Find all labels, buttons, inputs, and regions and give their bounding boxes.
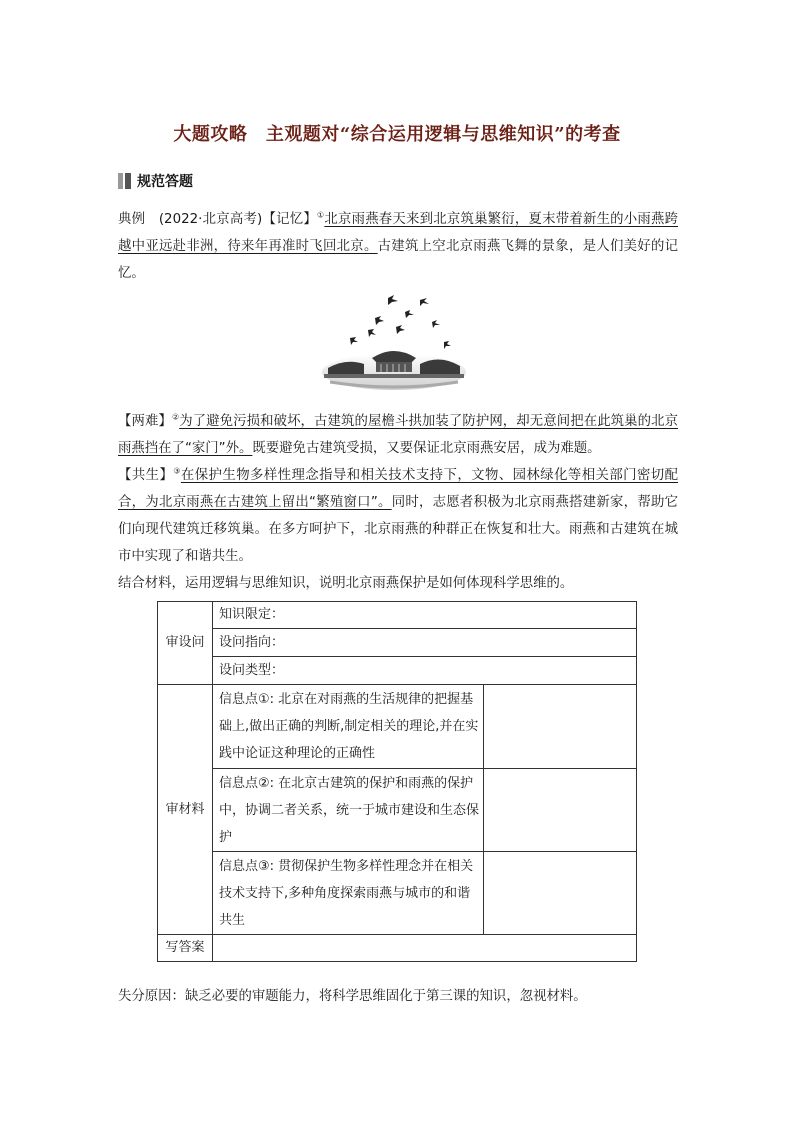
material-2-underlined: 为了避免污损和破坏，古建筑的屋檐斗拱加装了防护网，却无意间把在此筑巢的北京雨燕挡在了“家门”外。 bbox=[118, 414, 679, 456]
table-row bbox=[158, 852, 637, 935]
table-row bbox=[158, 657, 637, 685]
table-row bbox=[158, 935, 637, 962]
section-heading-text: 规范答题 bbox=[137, 174, 193, 190]
table-row bbox=[158, 685, 637, 769]
marker-1: ① bbox=[316, 210, 325, 220]
row-label-material: 审材料 bbox=[158, 685, 213, 935]
failure-reason: 失分原因：缺乏必要的审题能力，将科学思维固化于第三课的知识，忽视材料。 bbox=[118, 989, 587, 1004]
material-1-underlined: 北京雨燕春天来到北京筑巢繁衍，夏末带着新生的小雨燕跨越中亚远赴非洲，待来年再准时飞回北京。 bbox=[118, 212, 679, 254]
table-row bbox=[158, 629, 637, 657]
info-point-2-answer-cell bbox=[484, 769, 637, 852]
tag-coexist: 【共生】 bbox=[118, 468, 174, 483]
question-direction-cell: 设问指向： bbox=[213, 629, 637, 657]
info-point-1-answer-cell bbox=[484, 685, 637, 769]
example-paragraph-memory bbox=[118, 206, 678, 287]
question-type-cell: 设问类型： bbox=[213, 657, 637, 685]
page-title: 大题攻略 主观题对“综合运用逻辑与思维知识”的考查 bbox=[173, 124, 621, 145]
row-label-question: 审设问 bbox=[158, 602, 213, 685]
tag-memory: 【记忆】 bbox=[262, 212, 317, 227]
swift-ancient-building-illustration bbox=[320, 290, 468, 396]
tag-dilemma: 【两难】 bbox=[118, 414, 172, 429]
material-3-rest: 同时，志愿者积极为北京雨燕搭建新家，帮助它们向现代建筑迁移筑巢。在多方呵护下，北京雨燕的种群正在恢复和壮大。雨燕和古建筑在城市中实现了和谐共生。 bbox=[118, 495, 679, 564]
section-heading bbox=[118, 170, 193, 192]
example-paragraph-coexist bbox=[118, 462, 678, 570]
example-prefix: 典例 (2022·北京高考) bbox=[118, 212, 263, 227]
example-paragraph-dilemma bbox=[118, 408, 678, 462]
marker-2: ② bbox=[171, 412, 180, 422]
table-row bbox=[158, 602, 637, 629]
analysis-table bbox=[157, 601, 637, 962]
row-label-answer: 写答案 bbox=[158, 935, 213, 962]
material-2-rest: 既要避免古建筑受损，又要保证北京雨燕安居，成为难题。 bbox=[252, 441, 601, 456]
answer-cell bbox=[213, 935, 637, 962]
info-point-3: 信息点③: 贯彻保护生物多样性理念并在相关技术支持下,多种角度探索雨燕与城市的和谐共生 bbox=[213, 852, 484, 935]
table-row bbox=[158, 769, 637, 852]
info-point-3-answer-cell bbox=[484, 852, 637, 935]
info-point-2: 信息点②: 在北京古建筑的保护和雨燕的保护中，协调二者关系，统一于城市建设和生态保护 bbox=[213, 769, 484, 852]
material-3-underlined: 在保护生物多样性理念指导和相关技术支持下，文物、园林绿化等相关部门密切配合，为北京雨燕在古建筑上留出“繁殖窗口”。 bbox=[118, 468, 679, 510]
marker-3: ③ bbox=[173, 466, 181, 476]
section-marker-icon bbox=[118, 173, 131, 189]
question-text: 结合材料，运用逻辑与思维知识，说明北京雨燕保护是如何体现科学思维的。 bbox=[118, 576, 574, 591]
info-point-1: 信息点①: 北京在对雨燕的生活规律的把握基础上,做出正确的判断,制定相关的理论,并在实践中论证这种理论的正确性 bbox=[213, 685, 484, 769]
knowledge-limit-cell: 知识限定： bbox=[213, 602, 637, 629]
material-1-rest: 古建筑上空北京雨燕飞舞的景象，是人们美好的记忆。 bbox=[118, 239, 678, 281]
